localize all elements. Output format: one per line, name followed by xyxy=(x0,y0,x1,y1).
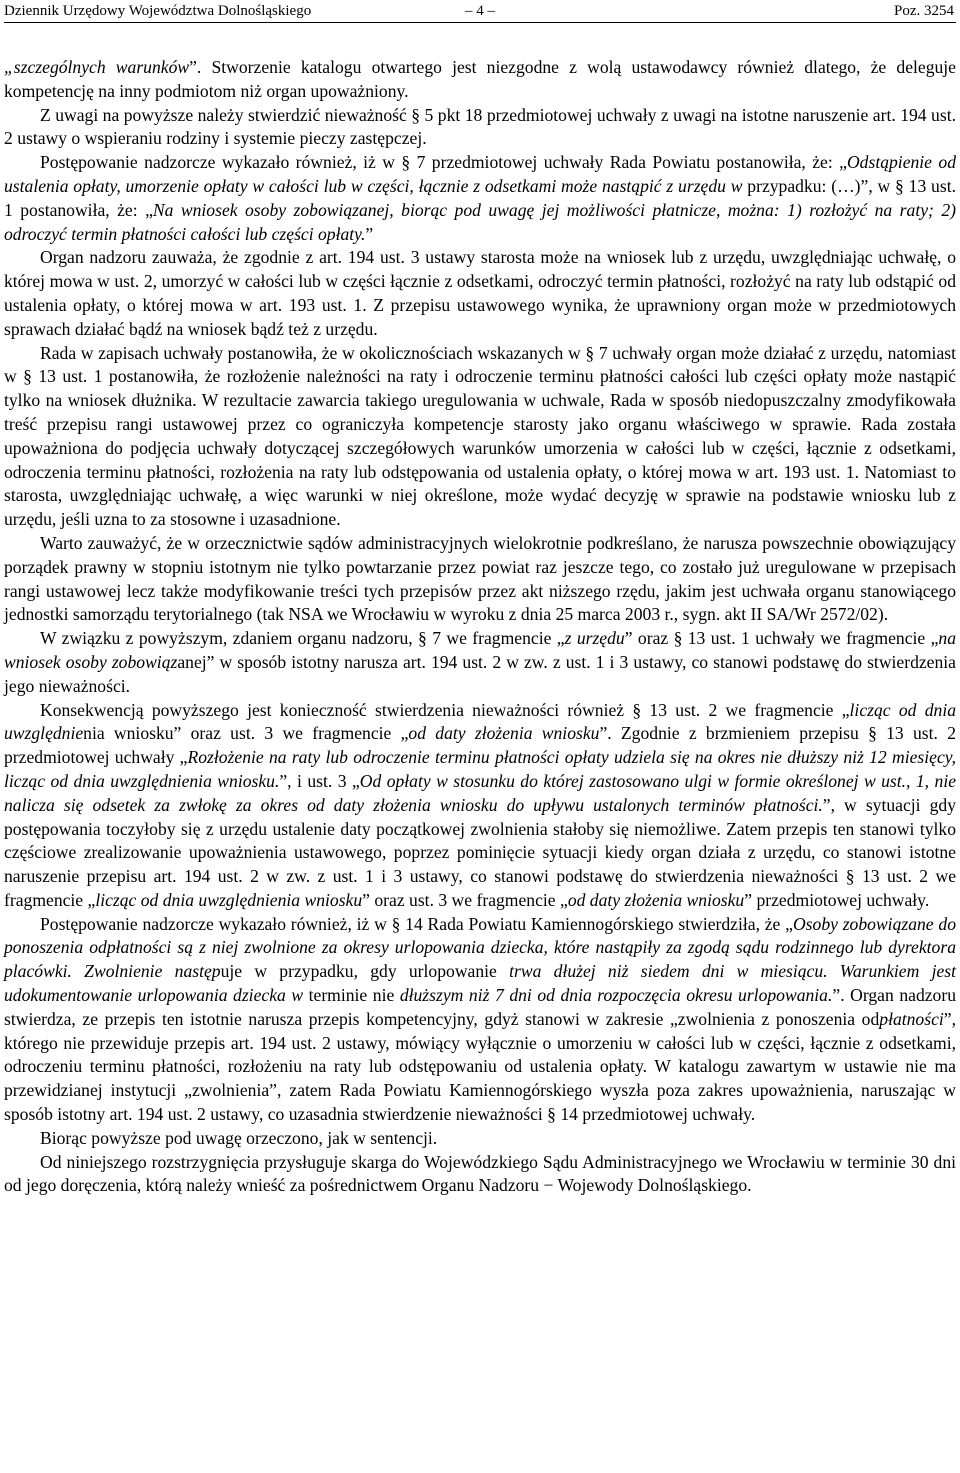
paragraph xyxy=(4,1151,956,1199)
page-number: – 4 – xyxy=(465,3,495,19)
text-segment: ” przedmiotowej uchwały. xyxy=(744,889,930,910)
text-segment: nia wniosku” oraz ust. 3 we fragmencie „ xyxy=(83,723,409,744)
quoted-text: Rozłożenie na raty lub odroczenie terminu płatności opłaty udziela się na okres nie dłuższy niż 12 miesięcy, licząc od dnia uwzględnienia wniosku. xyxy=(4,747,956,791)
quoted-text: od daty złożenia wniosku xyxy=(408,723,600,744)
paragraph xyxy=(4,56,956,104)
paragraph xyxy=(4,532,956,627)
quoted-text: „szczególnych warunków xyxy=(4,57,190,77)
text-segment: Organ nadzoru zauważa, że zgodnie z art. 194 ust. 3 ustawy starosta może na wniosek lub z urzędu, uwzględniając uchwałę, o której mowa w ust. 2, umorzyć w całości lub w części łącznie z odsetkami, odroczyć termin płatności, rozłożyć na raty lub odstąpić od ustalenia opłaty, o której mowa w art. 193 ust. 1. Z przepisu ustawowego wynika, że uprawniony organ może w przedmiotowych sprawach działać bądź na wniosek bądź też z urzędu. xyxy=(4,247,956,339)
text-segment: Postępowanie nadzorcze wykazało również, iż w § 14 Rada Powiatu Kamiennogórskiego stwierdziła, że „ xyxy=(40,913,793,934)
text-segment: ” oraz ust. 3 we fragmencie „ xyxy=(362,889,568,910)
text-segment: ” oraz § 13 ust. 1 uchwały we fragmencie „ xyxy=(624,628,939,649)
text-segment: przypadku: (…)”, w § 13 ust. 1 postanowiła, że: „ xyxy=(4,175,956,220)
quoted-text: płatności xyxy=(879,1008,944,1029)
text-segment: terminie nie xyxy=(303,985,400,1006)
page-header xyxy=(4,0,956,23)
quoted-text: Na wniosek osoby zobowiązanej, biorąc pod uwagę jej możliwości płatnicze, można: 1) rozłożyć na raty; 2) odroczyć termin płatności całości lub części opłaty. xyxy=(4,199,956,244)
quoted-text: z urzędu xyxy=(564,628,625,649)
quoted-text: Osoby zobowiązane do ponoszenia odpłatności są z niej zwolnione za okresy urlopowania dziecka, które nastąpiły za zgodą sądu rodzinnego lub dyrektora placówki. Zwolnienie następ xyxy=(4,913,956,982)
text-segment: Warto zauważyć, że w orzecznictwie sądów administracyjnych wielokrotnie podkreślano, że narusza powszechnie obowiązujący porządek prawny w stopniu istotnym nie tylko powtarzanie przez powiat raz jeszcze tego, co zostało już uregulowane w przepisach rangi ustawowej lecz także modyfikowanie treści tych przepisów przez akt niższego rzędu, jakim jest uchwała organu stanowiącego jednostki samorządu terytorialnego (tak NSA we Wrocławiu w wyroku z dnia 25 marca 2003 r., sygn. akt II SA/Wr 2572/02). xyxy=(4,532,956,625)
position-number: Poz. 3254 xyxy=(894,3,954,19)
text-segment: Biorąc powyższe pod uwagę orzeczono, jak w sentencji. xyxy=(40,1127,438,1148)
quoted-text: dłuższym niż 7 dni od dnia rozpoczęcia okresu urlopowania. xyxy=(399,985,833,1006)
text-segment: Postępowanie nadzorcze wykazało również, iż w § 7 przedmiotowej uchwały Rada Powiatu postanowiła, że: „ xyxy=(40,152,847,173)
paragraph xyxy=(4,104,956,152)
quoted-text: trwa dłużej niż siedem dni w miesiącu. Warunkiem jest udokumentowanie urlopowania dziecka w xyxy=(4,961,956,1006)
paragraph xyxy=(4,151,956,246)
text-segment: ”. Stworzenie katalogu otwartego jest niezgodne z wolą ustawodawcy również dlatego, że deleguje kompetencję na inny podmiotom niż organ upoważniony. xyxy=(4,57,956,101)
text-segment: ” xyxy=(365,223,374,244)
journal-title: Dziennik Urzędowy Województwa Dolnośląskiego xyxy=(4,3,312,19)
quoted-text: od daty złożenia wniosku xyxy=(567,889,745,910)
document-body xyxy=(4,56,956,1198)
text-segment: Rada w zapisach uchwały postanowiła, że w okolicznościach wskazanych w § 7 uchwały organ może działać z urzędu, natomiast w § 13 ust. 1 postanowiła, że rozłożenie należności na raty i odroczenie terminu płatności całości lub części opłaty może nastąpić tylko na wniosek dłużnika. W rezultacie zawarcia takiego uregulowania w uchwale, Rada w sposób niedopuszczalny zmodyfikowała treść przepisu rangi ustawowej przez co ograniczyła kompetencje starosty jako organu właściwego w sprawie. Rada została upoważniona do podjęcia uchwały dotyczącej szczegółowych warunków umorzenia w całości lub w części, łącznie z odsetkami, odroczenia terminu płatności, rozłożenia na raty lub odstępowania od ustalenia opłaty, o której mowa w art. 193 ust. 1. Natomiast to starosta, uwzględniając uchwałę, a więc warunki w niej określone, może wydać decyzję w sprawie na podstawie wniosku lub z urzędu, jeśli uzna to za stosowne i uzasadnione. xyxy=(4,342,956,530)
text-segment: ”. Zgodnie z brzmieniem przepisu § 13 ust. 2 przedmiotowej uchwały „ xyxy=(4,723,956,768)
text-segment: ”, którego nie przewiduje przepis art. 194 ust. 2 ustawy, mówiący wyłącznie o umorzeniu w całości lub w części, łącznie z odsetkami, odroczeniu terminu płatności, rozłożeniu na raty lub odstępowaniu od ustalenia opłaty. W katalogu zawartym w ustawie nie ma przewidzianej instytucji „zwolnienia”, zatem Rada Powiatu Kamiennogórskiego wyszła poza zakres upoważnienia, naruszając w sposób istotny art. 194 ust. 2 ustawy, co uzasadnia stwierdzenie nieważności § 14 przedmiotowej uchwały. xyxy=(4,1008,956,1125)
text-segment: W związku z powyższym, zdaniem organu nadzoru, § 7 we fragmencie „ xyxy=(40,628,565,649)
text-segment: Konsekwencją powyższego jest konieczność stwierdzenia nieważności również § 13 ust. 2 we fragmencie „ xyxy=(40,699,850,720)
text-segment: anej” w sposób istotny narusza art. 194 ust. 2 w zw. z ust. 1 i 3 ustawy, co stanowi podstawę do stwierdzenia jego nieważności. xyxy=(4,651,956,696)
quoted-text: licząc od dnia uwzględnie xyxy=(4,699,956,744)
text-segment: ”. Organ nadzoru stwierdza, ze przepis ten istotnie narusza przepis kompetencyjny, gdyż stanowi w zakresie „zwolnienia z ponoszenia od xyxy=(4,985,956,1029)
paragraph xyxy=(4,699,956,913)
paragraph xyxy=(4,1127,956,1151)
paragraph xyxy=(4,246,956,341)
quoted-text: licząc od dnia uwzględnienia wniosku xyxy=(95,889,363,910)
quoted-text: na wniosek osoby zobowiąz xyxy=(4,628,956,672)
text-segment: uje w przypadku, gdy urlopowanie xyxy=(220,961,510,982)
quoted-text: Odstąpienie od ustalenia opłaty, umorzenie opłaty w całości lub w części, łącznie z odsetkami może nastąpić z urzędu w xyxy=(4,152,956,196)
text-segment: ”, w sytuacji gdy postępowania toczyłoby się z urzędu ustalenie daty początkowej zwolnienia stałoby się niemożliwe. Zatem przepis ten stanowi tylko częściowe zrealizowanie upoważnienia ustawowego, poprzez pominięcie sytuacji kiedy organ działa z urzędu, co stanowi istotne naruszenie przepisu art. 194 ust. 2 w zw. z ust. 1 i 3 ustawy, co stanowi podstawę do stwierdzenia nieważności § 13 ust. 2 we fragmencie „ xyxy=(4,794,956,910)
text-segment: Od niniejszego rozstrzygnięcia przysługuje skarga do Wojewódzkiego Sądu Administracyjnego we Wrocławiu w terminie 30 dni od jego doręczenia, którą należy wnieść za pośrednictwem Organu Nadzoru − Wojewody Dolnośląskiego. xyxy=(4,1151,956,1196)
paragraph xyxy=(4,627,956,698)
paragraph xyxy=(4,913,956,1127)
text-segment: Z uwagi na powyższe należy stwierdzić nieważność § 5 pkt 18 przedmiotowej uchwały z uwagi na istotne naruszenie art. 194 ust. 2 ustawy o wspieraniu rodziny i systemie pieczy zastępczej. xyxy=(4,104,956,149)
quoted-text: Od opłaty w stosunku do której zastosowano ulgi w formie określonej w ust., 1, nie nalicza się odsetek za zwłokę za okres od daty złożenia wniosku do upływu ustalonych terminów płatności. xyxy=(4,770,957,815)
paragraph xyxy=(4,342,956,532)
text-segment: ”, i ust. 3 „ xyxy=(279,770,360,791)
